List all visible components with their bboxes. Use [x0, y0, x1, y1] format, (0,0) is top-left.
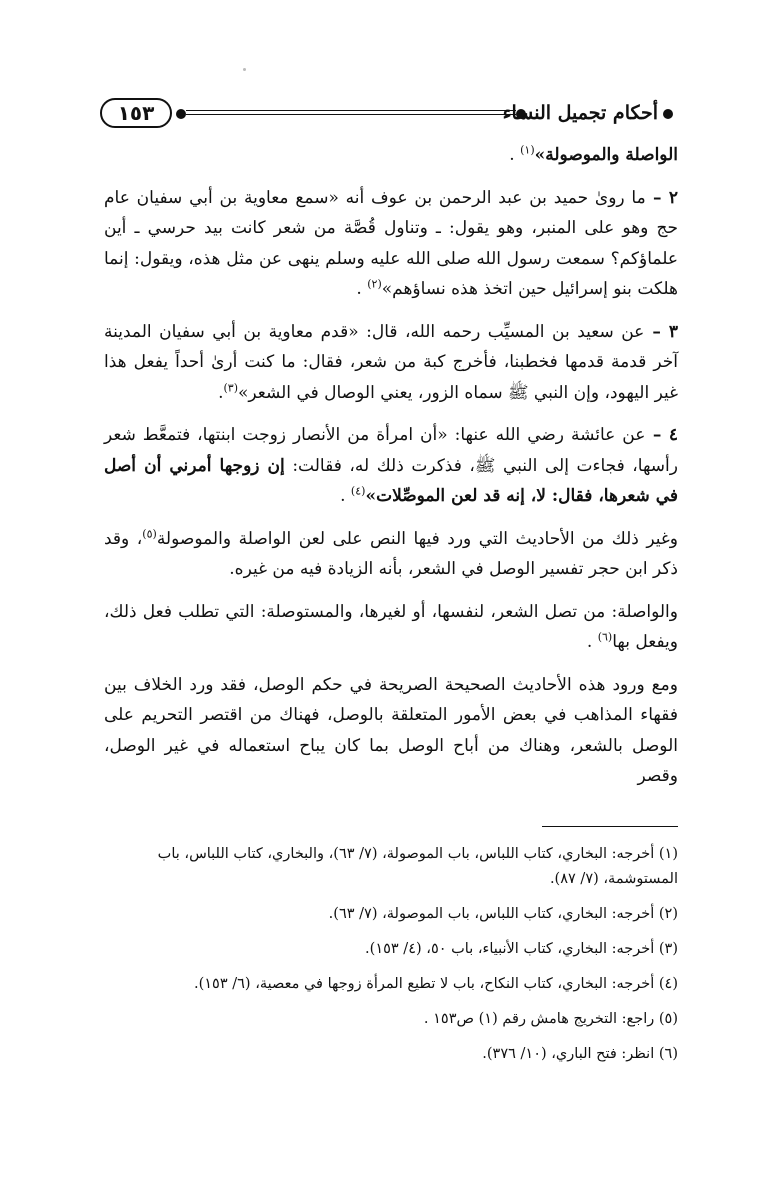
footnote-separator [542, 826, 678, 827]
footnote: (٦) انظر: فتح الباري، (١٠/ ٣٧٦). [482, 1046, 678, 1062]
text-run: عن سعيد بن المسيِّب رحمه الله، قال: «قدم معاوية بن أبي سفيان المدينة آخر قدمة قدمها فخطبنا، فأخرج كبة من شعر، فقال: ما كنت أرىٰ أحداً يفعل هذا غير اليهود، وإن النبي ﷺ سماه الزور، يعني الوصال في الشعر» [104, 321, 678, 403]
bold-text-run: ٤ – [645, 425, 678, 445]
bold-text-run: ٢ – [645, 187, 678, 208]
paragraph [104, 597, 678, 658]
footnote-ref: (٤) [350, 484, 366, 498]
text-run: ومع ورود هذه الأحاديث الصحيحة الصريحة في حكم الوصل، فقد ورد الخلاف بين فقهاء المذاهب في بعض الأمور المتعلقة بالوصل، فهناك من اقتصر التحريم على الوصل بالشعر، وهناك من أباح الوصل بما كان يباح استعماله في غير الوصل، وقصر [104, 674, 678, 786]
footnote-ref: (٥) [142, 526, 157, 540]
text-run: عن عائشة رضي الله عنها: «أن امرأة من الأنصار زوجت ابنتها، فتمعَّط شعر رأسها، فجاءت إلى النبي ﷺ، فذكرت ذلك له، فقالت: [104, 425, 678, 476]
page-number: ١٥٣ [100, 98, 172, 128]
paragraph [104, 524, 678, 585]
bold-text-run: ٣ – [644, 321, 678, 342]
footnote: (٤) أخرجه: البخاري، كتاب النكاح، باب لا تطيع المرأة زوجها في معصية، (٦/ ١٥٣). [193, 976, 678, 992]
paragraph [104, 670, 678, 792]
running-title: أحكام تجميل النساء [502, 102, 658, 124]
paragraph [104, 317, 678, 409]
header-double-rule [186, 110, 516, 115]
text-run: وغير ذلك من الأحاديث التي ورد فيها النص على لعن الواصلة والموصولة [156, 528, 678, 549]
rule-end-dot-left [176, 109, 186, 119]
footnote-ref: (١) [520, 143, 535, 157]
text-run: . [356, 279, 368, 299]
header-bullet [663, 109, 673, 119]
footnote-ref: (٣) [223, 380, 238, 394]
text-run: . [218, 382, 224, 403]
bold-text-run: إن زوجها أمرني أن أصل في شعرها، فقال: لا، إنه قد لعن الموصِّلات» [104, 455, 678, 506]
paragraph [104, 183, 678, 305]
footnotes [104, 842, 678, 1077]
footnote-ref: (٦) [597, 630, 613, 644]
text-run: . [340, 486, 351, 506]
footnote: (٢) أخرجه: البخاري، كتاب اللباس، باب الموصولة، (٧/ ٦٣). [328, 906, 678, 922]
paragraph [104, 420, 678, 512]
body-text [104, 140, 678, 804]
footnote-ref: (٢) [367, 277, 382, 291]
text-run: ، وقد ذكر ابن حجر تفسير الوصل في الشعر، بأنه الزيادة فيه من غيره. [104, 528, 678, 579]
paragraph [104, 140, 678, 171]
text-run: والواصلة: من تصل الشعر، لنفسها، أو لغيرها، والمستوصلة: التي تطلب فعل ذلك، ويفعل بها [104, 601, 678, 652]
text-run: . [586, 632, 598, 652]
footnote: (٣) أخرجه: البخاري، كتاب الأنبياء، باب ٥٠، (٤/ ١٥٣). [365, 941, 678, 957]
scan-speck [243, 68, 246, 71]
page-header [100, 96, 678, 132]
footnote: (١) أخرجه: البخاري، كتاب اللباس، باب الموصولة، (٧/ ٦٣)، والبخاري، كتاب اللباس، باب المستوشمة، (٧/ ٨٧). [157, 846, 678, 887]
bold-text-run: الواصلة والموصولة» [534, 145, 678, 165]
text-run: ما روىٰ حميد بن عبد الرحمن بن عوف أنه «سمع معاوية بن أبي سفيان عام حج وهو على المنبر، وهو يقول: ـ وتناول قُصَّة من شعر كانت بيد حرسي ـ أين علماؤكم؟ سمعت رسول الله صلى الله عليه وسلم ينهى عن مثل هذه، ويقول: إنما هلكت بنو إسرائيل حين اتخذ هذه نساؤهم» [104, 187, 678, 299]
text-run: . [509, 145, 521, 165]
footnote: (٥) راجع: التخريج هامش رقم (١) ص١٥٣ . [423, 1011, 678, 1027]
